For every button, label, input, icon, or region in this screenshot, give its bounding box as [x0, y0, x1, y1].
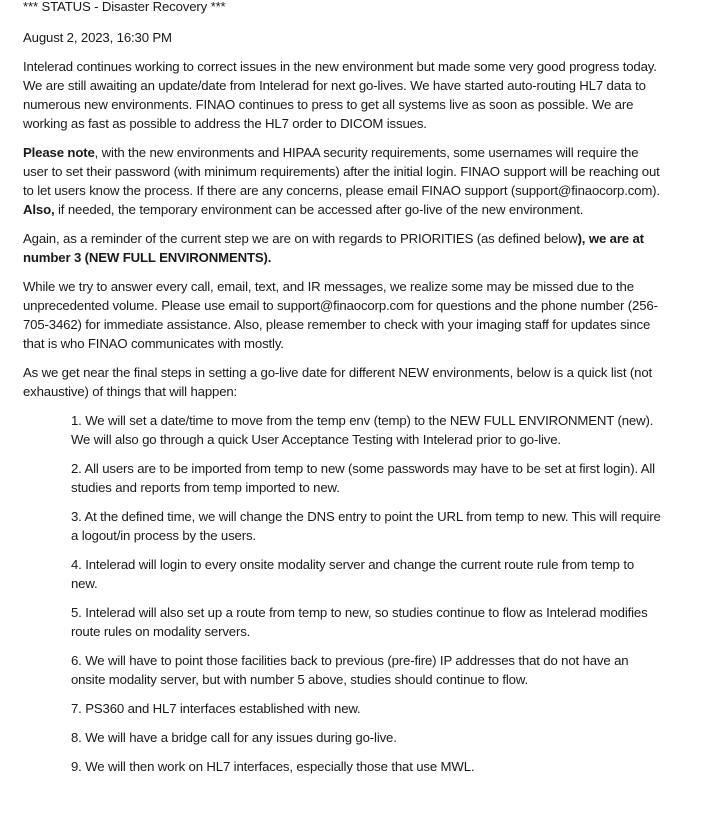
also-label: Also, — [23, 202, 55, 217]
list-item: 7. PS360 and HL7 interfaces established with new. — [71, 701, 361, 716]
progress-paragraph: Intelerad continues working to correct issues in the new environment but made some very good progress today. We are still awaiting an update/date from Intelerad for next go-lives. We have started auto-routing HL7 data to numerous new environments. FINAO continues to press to get all systems live as soon as possible. We are working as fast as possible to address the HL7 order to DICOM issues. — [23, 59, 657, 131]
please-note-paragraph — [23, 143, 663, 219]
list-item: 4. Intelerad will login to every onsite modality server and change the current route rule from temp to new. — [71, 557, 635, 591]
priorities-current-step: ), we are at number 3 (NEW FULL ENVIRONMENTS). — [23, 231, 644, 265]
list-item: 6. We will have to point those facilities back to previous (pre-fire) IP addresses that do not have an onsite modality server, but with number 5 above, studies should continue to flow. — [71, 653, 629, 687]
go-live-steps-list — [23, 411, 663, 776]
please-note-label: Please note — [23, 145, 95, 160]
list-item: 1. We will set a date/time to move from the temp env (temp) to the NEW FULL ENVIRONMENT (new). We will also go through a quick User Acceptance Testing with Intelerad prior to go-live. — [71, 413, 654, 447]
priorities-paragraph — [23, 229, 663, 267]
list-item: 8. We will have a bridge call for any issues during go-live. — [71, 730, 397, 745]
list-item: 5. Intelerad will also set up a route from temp to new, so studies continue to flow as Intelerad modifies route rules on modality servers. — [71, 605, 648, 639]
priorities-text: Again, as a reminder of the current step we are on with regards to PRIORITIES (as defined below — [23, 231, 578, 246]
status-document — [23, 0, 663, 786]
please-note-text-b: if needed, the temporary environment can be accessed after go-live of the new environment. — [54, 202, 584, 217]
document-date: August 2, 2023, 16:30 PM — [23, 30, 172, 45]
go-live-intro-paragraph: As we get near the final steps in setting a go-live date for different NEW environments, below is a quick list (not exhaustive) of things that will happen: — [23, 365, 653, 399]
document-title: *** STATUS - Disaster Recovery *** — [23, 0, 226, 14]
list-item: 9. We will then work on HL7 interfaces, especially those that use MWL. — [71, 759, 475, 774]
contact-paragraph: While we try to answer every call, email, text, and IR messages, we realize some may be missed due to the unprecedented volume. Please use email to support@finaocorp.com for questions and the phone number (256-705-3462) for immediate assistance. Also, please remember to check with your imaging staff for updates since that is who FINAO communicates with mostly. — [23, 279, 658, 351]
list-item: 2. All users are to be imported from temp to new (some passwords may have to be set at first login). All studies and reports from temp imported to new. — [71, 461, 655, 495]
list-item: 3. At the defined time, we will change the DNS entry to point the URL from temp to new. This will require a logout/in process by the users. — [71, 509, 661, 543]
please-note-text-a: , with the new environments and HIPAA security requirements, some usernames will require the user to set their password (with minimum requirements) after the initial login. FINAO support will be reaching out to let users know the process. If there are any concerns, please email FINAO support (support@finaocorp.com). — [23, 145, 660, 198]
